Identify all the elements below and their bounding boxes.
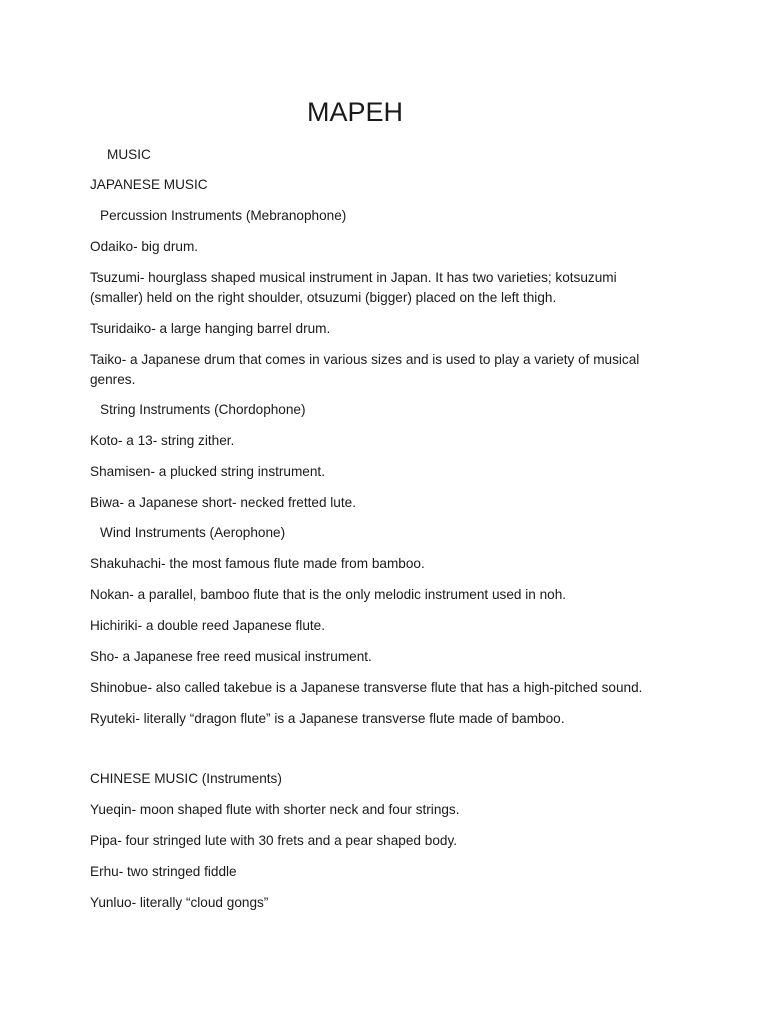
japanese-music-heading: JAPANESE MUSIC: [90, 177, 208, 192]
item-ryuteki: Ryuteki- literally “dragon flute” is a Japanese transverse flute made of bamboo.: [90, 711, 565, 726]
item-pipa: Pipa- four stringed lute with 30 frets and a pear shaped body.: [90, 833, 458, 848]
item-sho: Sho- a Japanese free reed musical instrument.: [90, 649, 372, 664]
item-yueqin: Yueqin- moon shaped flute with shorter neck and four strings.: [90, 802, 460, 817]
item-tsuzumi-line-1: Tsuzumi- hourglass shaped musical instrument in Japan. It has two varieties; kotsuzumi: [90, 270, 617, 285]
item-odaiko: Odaiko- big drum.: [90, 239, 199, 254]
wind-heading: Wind Instruments (Aerophone): [100, 525, 286, 540]
item-tsuzumi-line-2: (smaller) held on the right shoulder, otsuzumi (bigger) placed on the left thigh.: [90, 290, 557, 305]
page-title: MAPEH: [306, 97, 404, 127]
item-biwa: Biwa- a Japanese short- necked fretted lute.: [90, 495, 356, 510]
item-taiko-line-1: Taiko- a Japanese drum that comes in various sizes and is used to play a variety of musical: [90, 352, 640, 367]
item-tsuridaiko: Tsuridaiko- a large hanging barrel drum.: [90, 321, 331, 336]
string-heading: String Instruments (Chordophone): [100, 402, 306, 417]
item-nokan: Nokan- a parallel, bamboo flute that is the only melodic instrument used in noh.: [90, 587, 567, 602]
item-yunluo: Yunluo- literally “cloud gongs”: [90, 895, 269, 910]
item-hichiriki: Hichiriki- a double reed Japanese flute.: [90, 618, 326, 633]
item-shamisen: Shamisen- a plucked string instrument.: [90, 464, 325, 479]
item-koto: Koto- a 13- string zither.: [90, 433, 235, 448]
item-shakuhachi: Shakuhachi- the most famous flute made from bamboo.: [90, 556, 425, 571]
section-music-label: MUSIC: [107, 147, 151, 162]
item-shinobue: Shinobue- also called takebue is a Japanese transverse flute that has a high-pitched sound.: [90, 680, 643, 695]
item-erhu: Erhu- two stringed fiddle: [90, 864, 237, 879]
item-taiko-line-2: genres.: [90, 372, 136, 387]
percussion-heading: Percussion Instruments (Mebranophone): [100, 208, 347, 223]
chinese-music-heading: CHINESE MUSIC (Instruments): [90, 771, 282, 786]
